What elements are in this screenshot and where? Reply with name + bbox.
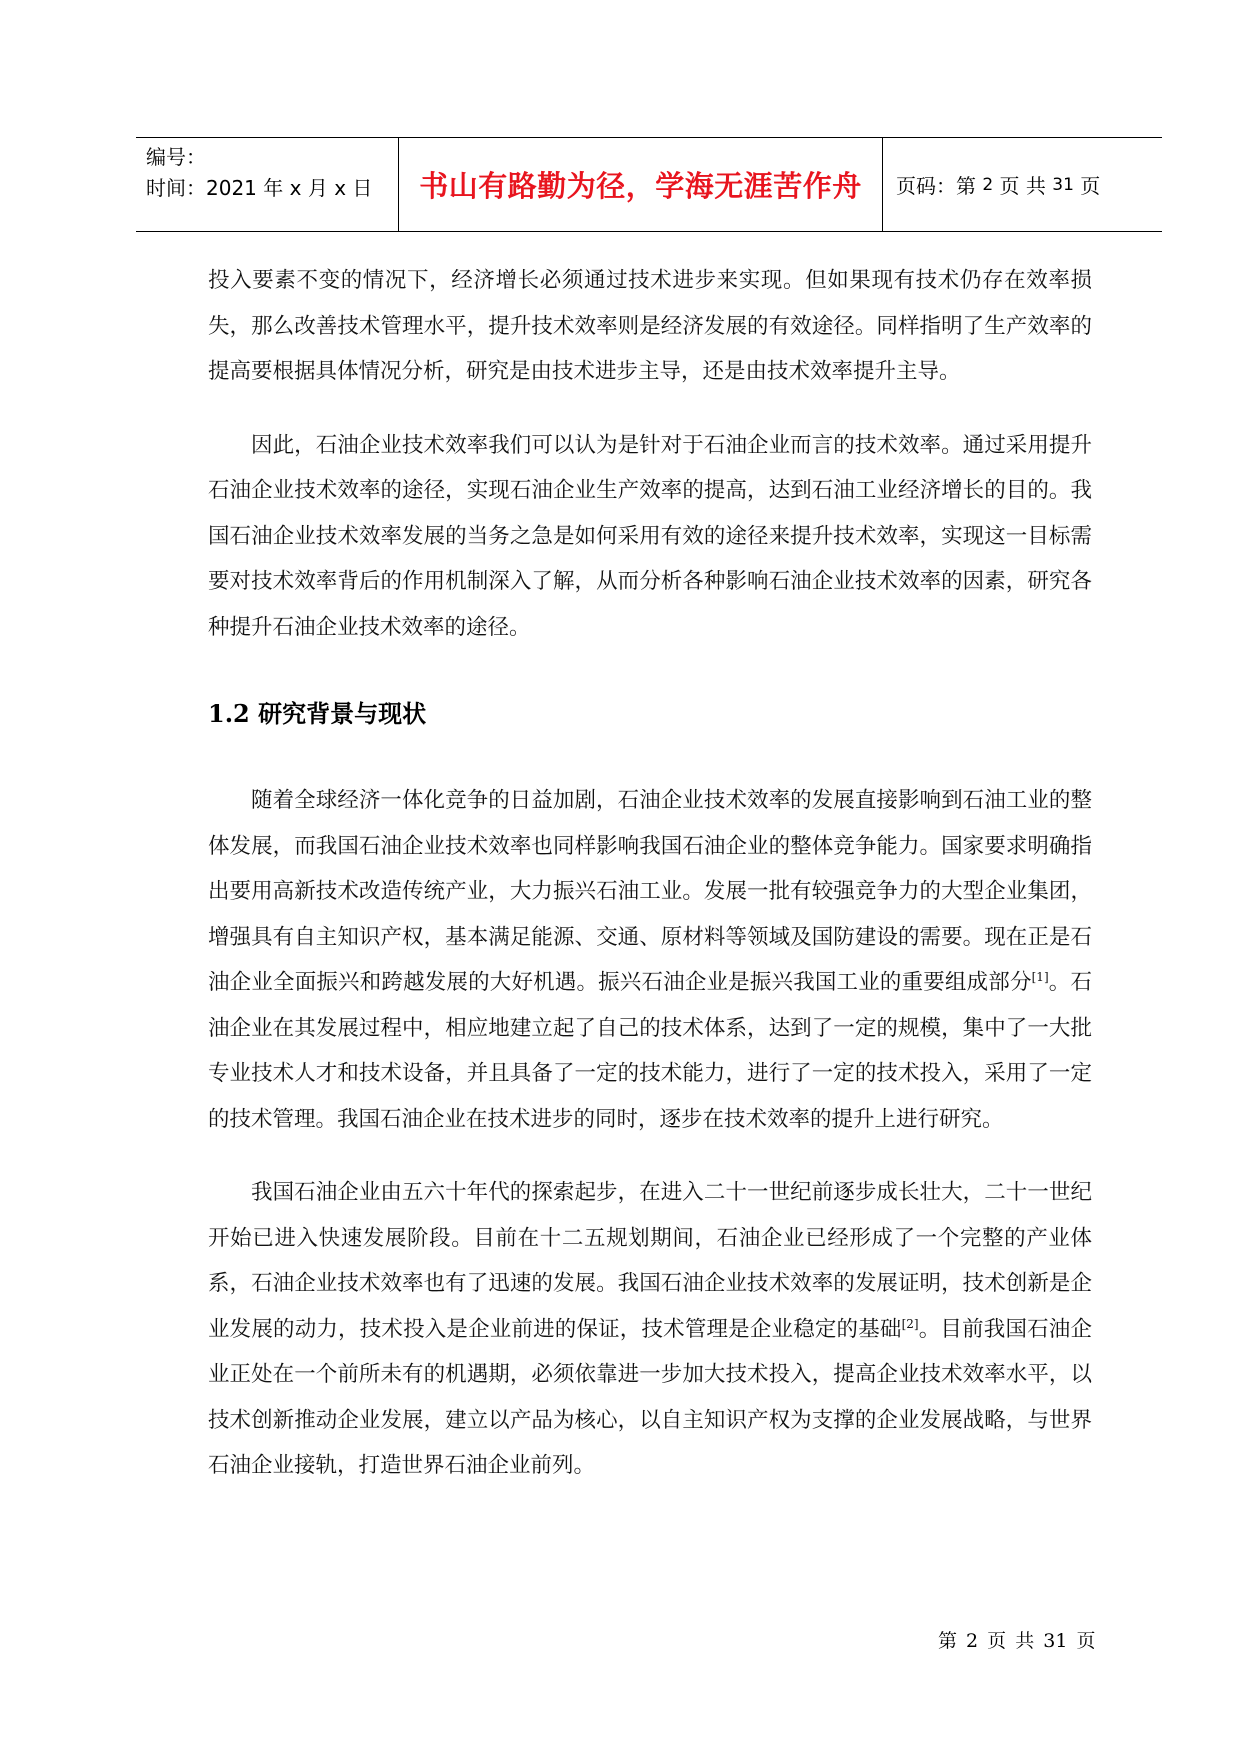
document-body — [208, 258, 1092, 1517]
time-line — [146, 173, 398, 204]
paragraph-3 — [208, 778, 1092, 1142]
day-value: x — [334, 176, 347, 200]
time-label: 时间： — [146, 176, 206, 200]
paragraph-3-text-a: 随着全球经济一体化竞争的日益加剧，石油企业技术效率的发展直接影响到石油工业的整体发展，而我国石油企业技术效率也同样影响我国石油企业的整体竞争能力。国家要求明确指出要用高新技术改造传统产业，大力振兴石油工业。发展一批有较强竞争力的大型企业集团，增强具有自主知识产权，基本满足能源、交通、原材料等领域及国防建设的需要。现在正是石油企业全面振兴和跨越发展的大好机遇。振兴石油企业是振兴我国工业的重要组成部分 — [208, 788, 1092, 995]
paragraph-4 — [208, 1170, 1092, 1489]
month-suffix: 月 — [307, 176, 328, 200]
page-header — [136, 137, 1162, 232]
year-value: 2021 — [206, 176, 257, 200]
number-label: 编号： — [146, 145, 206, 169]
year-suffix: 年 — [263, 176, 284, 200]
page-mid: 页 共 — [999, 174, 1046, 198]
header-page-counter — [883, 138, 1162, 231]
paragraph-2: 因此，石油企业技术效率我们可以认为是针对于石油企业而言的技术效率。通过采用提升石油企业技术效率的途径，实现石油企业生产效率的提高，达到石油工业经济增长的目的。我国石油企业技术效率发展的当务之急是如何采用有效的途径来提升技术效率，实现这一目标需要对技术效率背后的作用机制深入了解，从而分析各种影响石油企业技术效率的因素，研究各种提升石油企业技术效率的途径。 — [208, 432, 1092, 640]
header-meta-cell — [136, 138, 399, 231]
citation-2: [2] — [901, 1316, 919, 1331]
page-total: 31 — [1052, 174, 1074, 195]
header-motto: 书山有路勤为径，学海无涯苦作舟 — [399, 138, 883, 231]
page-current: 2 — [982, 174, 994, 195]
page-end: 页 — [1080, 174, 1101, 198]
day-suffix: 日 — [352, 176, 373, 200]
paragraph-4-text-a: 我国石油企业由五六十年代的探索起步，在进入二十一世纪前逐步成长壮大，二十一世纪开始已进入快速发展阶段。目前在十二五规划期间，石油企业已经形成了一个完整的产业体系，石油企业技术效率也有了迅速的发展。我国石油企业技术效率的发展证明，技术创新是企业发展的动力，技术投入是企业前进的保证，技术管理是企业稳定的基础 — [208, 1180, 1092, 1342]
page-label: 页码：第 — [896, 174, 976, 198]
month-value: x — [289, 176, 302, 200]
page-footer: 第 2 页 共 31 页 — [938, 1630, 1096, 1652]
paragraph-4-text-b: 。目前我国石油企业正处在一个前所未有的机遇期，必须依靠进一步加大技术投入，提高企业技术效率水平，以技术创新推动企业发展，建立以产品为核心，以自主知识产权为支撑的企业发展战略，与世界石油企业接轨，打造世界石油企业前列。 — [208, 1316, 1092, 1478]
paragraph-3-text-b: 。石油企业在其发展过程中，相应地建立起了自己的技术体系，达到了一定的规模，集中了一大批专业技术人才和技术设备，并且具备了一定的技术能力，进行了一定的技术投入，采用了一定的技术管理。我国石油企业在技术进步的同时，逐步在技术效率的提升上进行研究。 — [208, 970, 1092, 1132]
section-heading: 1.2 研究背景与现状 — [208, 699, 427, 728]
paragraph-1: 投入要素不变的情况下，经济增长必须通过技术进步来实现。但如果现有技术仍存在效率损失，那么改善技术管理水平，提升技术效率则是经济发展的有效途径。同样指明了生产效率的提高要根据具体情况分析，研究是由技术进步主导，还是由技术效率提升主导。 — [208, 268, 1092, 384]
citation-1: [1] — [1031, 969, 1049, 984]
